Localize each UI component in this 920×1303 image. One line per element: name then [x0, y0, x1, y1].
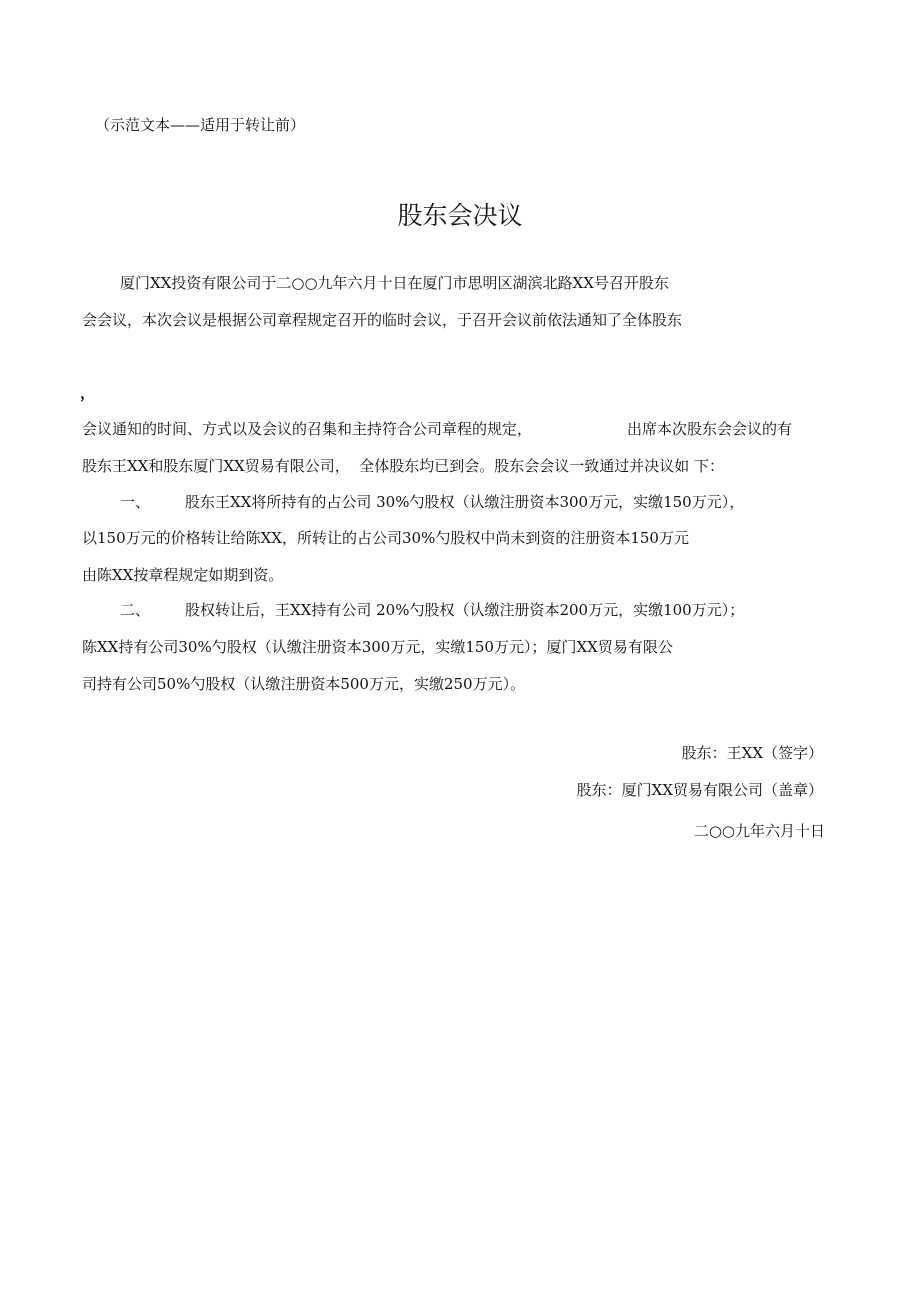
- paragraph-line: 厦门XX投资有限公司于二○○九年六月十日在厦门市思明区湖滨北路XX号召开股东: [120, 274, 669, 292]
- resolution-item-text: 由陈XX按章程规定如期到资。: [82, 566, 284, 584]
- paragraph-comma: ，: [80, 384, 96, 402]
- document-date: 二○○九年六月十日: [693, 822, 825, 840]
- paragraph-line: 股东王XX和股东厦门XX贸易有限公司， 全体股东均已到会。股东会会议一致通过并决议如 下：: [82, 457, 725, 475]
- template-note: （示范文本——适用于转让前）: [95, 116, 306, 134]
- resolution-item-text: 司持有公司50%勺股权（认缴注册资本500万元，实缴250万元）。: [82, 675, 526, 693]
- resolution-item-text: 以150万元的价格转让给陈XX，所转让的占公司30%勺股权中尚未到资的注册资本150万元: [82, 529, 689, 547]
- document-title: 股东会决议: [397, 201, 523, 230]
- resolution-item-text: 股东王XX将所持有的占公司 30%勺股权（认缴注册资本300万元，实缴150万元），: [185, 493, 745, 511]
- paragraph-line: 会会议，本次会议是根据公司章程规定召开的临时会议，于召开会议前依法通知了全体股东: [82, 311, 683, 329]
- resolution-item-text: 股权转让后，王XX持有公司 20%勺股权（认缴注册资本200万元，实缴100万元）；: [185, 601, 745, 619]
- paragraph-line-tail: 出席本次股东会会议的有: [627, 420, 793, 438]
- resolution-item-number: 二、: [120, 601, 151, 619]
- resolution-item-number: 一、: [120, 493, 151, 511]
- resolution-item-text: 陈XX持有公司30%勺股权（认缴注册资本300万元，实缴150万元）；厦门XX贸易有限公: [82, 638, 673, 656]
- signature-shareholder-company: 股东：厦门XX贸易有限公司（盖章）: [576, 781, 823, 799]
- signature-shareholder-wang: 股东：王XX（签字）: [681, 744, 823, 762]
- paragraph-line: 会议通知的时间、方式以及会议的召集和主持符合公司章程的规定，: [82, 420, 533, 438]
